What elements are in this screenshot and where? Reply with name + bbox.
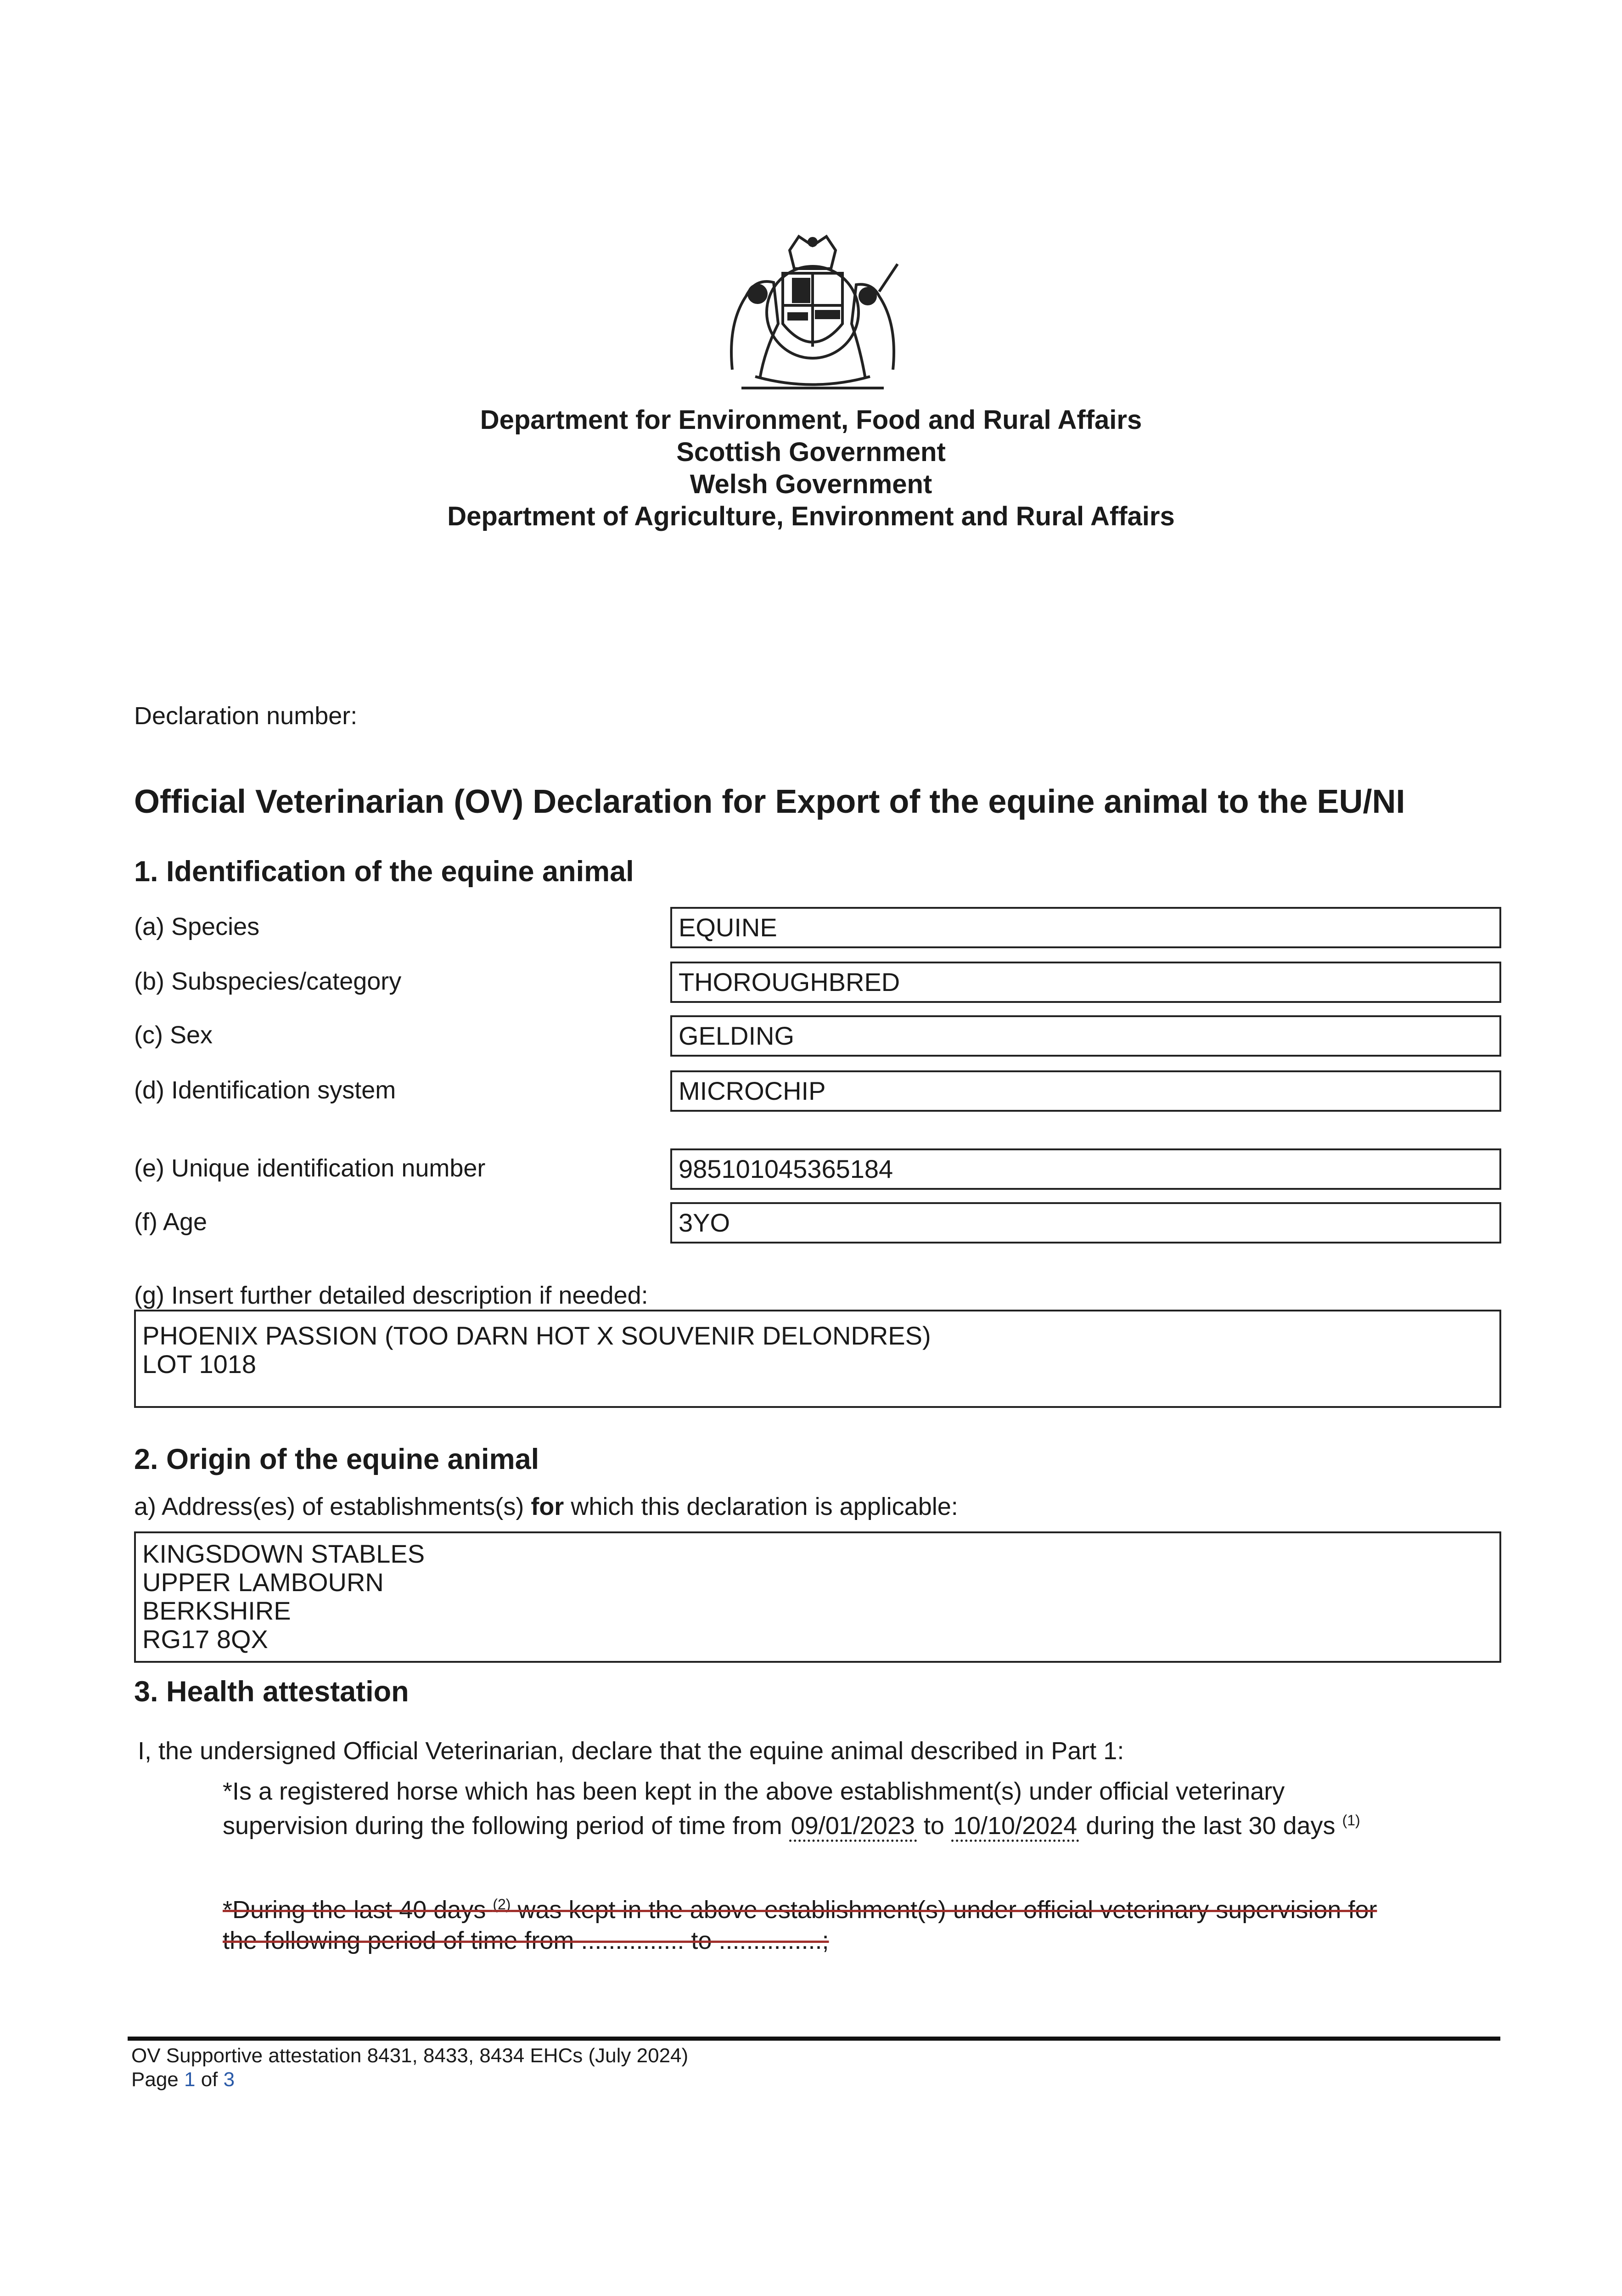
declaration-number-label: Declaration number:	[134, 702, 358, 730]
description-label: (g) Insert further detailed description if needed:	[134, 1282, 648, 1309]
footnote-1: (1)	[1342, 1812, 1360, 1829]
section3-heading: 3. Health attestation	[134, 1676, 409, 1708]
sex-field[interactable]: GELDING	[670, 1015, 1501, 1057]
age-field[interactable]: 3YO	[670, 1202, 1501, 1244]
address-line-4: RG17 8QX	[142, 1625, 268, 1654]
address-field[interactable]	[134, 1531, 1501, 1663]
section2-heading: 2. Origin of the equine animal	[134, 1443, 539, 1475]
header-welsh-government: Welsh Government	[690, 469, 932, 499]
footer-attestation-ref: OV Supportive attestation 8431, 8433, 8434 EHCs (July 2024)	[131, 2044, 689, 2067]
age-label: (f) Age	[134, 1208, 208, 1236]
sex-label: (c) Sex	[134, 1021, 213, 1049]
attestation-para1-line2	[223, 1812, 1360, 1840]
subspecies-field[interactable]: THOROUGHBRED	[670, 962, 1501, 1003]
header-defra: Department for Environment, Food and Rural Affairs	[480, 405, 1142, 435]
para1-line2-pre: supervision during the following period of time from	[223, 1812, 789, 1840]
date-from-field[interactable]: 09/01/2023	[789, 1812, 917, 1842]
address-label-post: which this declaration is applicable:	[564, 1493, 958, 1520]
page-of: of	[195, 2068, 224, 2091]
footer-divider	[128, 2037, 1500, 2041]
attestation-para1-line1: *Is a registered horse which has been kept in the above establishment(s) under official veterinary	[223, 1778, 1285, 1805]
para1-line2-post: during the last 30 days	[1079, 1812, 1342, 1840]
para2-line1-pre: *During the last 40 days	[223, 1896, 493, 1924]
identification-system-field[interactable]: MICROCHIP	[670, 1070, 1501, 1112]
attestation-intro: I, the undersigned Official Veterinarian, declare that the equine animal described in Part 1:	[138, 1737, 1124, 1765]
address-label-bold: for	[531, 1493, 564, 1520]
page-label: Page	[131, 2068, 184, 2091]
description-field[interactable]	[134, 1310, 1501, 1408]
attestation-para2-line1	[223, 1896, 1377, 1924]
unique-id-label: (e) Unique identification number	[134, 1154, 486, 1182]
attestation-para2-line2: the following period of time from ............... to ...............;	[223, 1927, 829, 1954]
footnote-2: (2)	[493, 1896, 511, 1913]
date-to-word: to	[916, 1812, 951, 1840]
page-title: Official Veterinarian (OV) Declaration for Export of the equine animal to the EU/NI	[134, 783, 1405, 820]
address-label-pre: a) Address(es) of establishments(s)	[134, 1493, 531, 1520]
identification-system-label: (d) Identification system	[134, 1076, 396, 1104]
description-line-2: LOT 1018	[142, 1350, 257, 1379]
address-line-1: KINGSDOWN STABLES	[142, 1539, 425, 1568]
date-to-field[interactable]: 10/10/2024	[951, 1812, 1079, 1842]
unique-id-field[interactable]: 985101045365184	[670, 1148, 1501, 1190]
header-scottish-government: Scottish Government	[676, 437, 946, 467]
subspecies-label: (b) Subspecies/category	[134, 968, 402, 995]
page-total: 3	[223, 2068, 235, 2091]
header-daera: Department of Agriculture, Environment and Rural Affairs	[447, 501, 1175, 531]
species-label: (a) Species	[134, 913, 260, 940]
para2-line1-post: was kept in the above establishment(s) under official veterinary supervision for	[511, 1896, 1377, 1924]
description-line-1: PHOENIX PASSION (TOO DARN HOT X SOUVENIR DELONDRES)	[142, 1321, 931, 1350]
address-line-2: UPPER LAMBOURN	[142, 1568, 384, 1597]
address-line-3: BERKSHIRE	[142, 1596, 291, 1625]
royal-coat-of-arms-logo	[714, 232, 911, 402]
address-label	[134, 1492, 958, 1521]
section1-heading: 1. Identification of the equine animal	[134, 855, 634, 888]
footer-page-number	[131, 2068, 235, 2091]
page-current: 1	[184, 2068, 196, 2091]
species-field[interactable]: EQUINE	[670, 907, 1501, 948]
